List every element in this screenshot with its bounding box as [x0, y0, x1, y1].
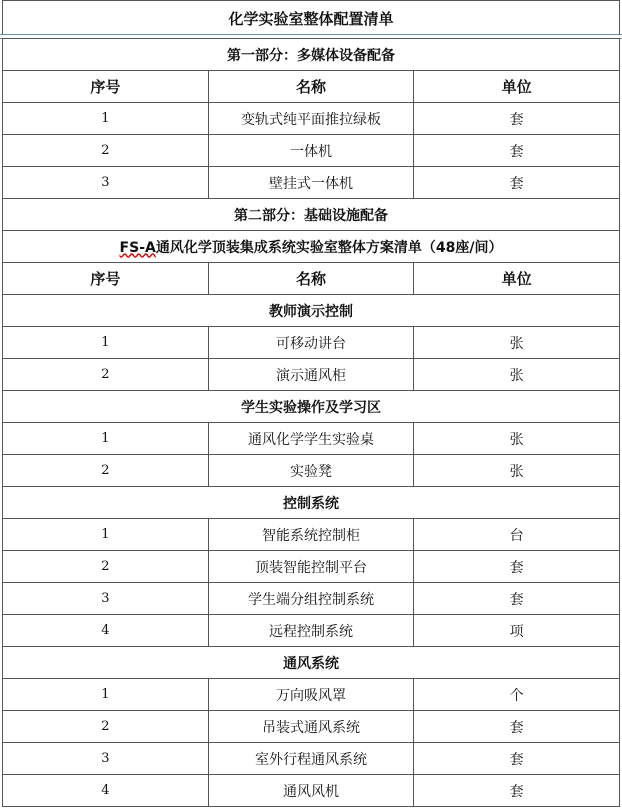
- item-number: 2: [3, 455, 209, 487]
- item-unit: 套: [414, 135, 620, 167]
- header-unit: 单位: [414, 263, 620, 295]
- item-name: 顶装智能控制平台: [208, 551, 414, 583]
- table-row: [3, 775, 620, 807]
- item-number: 1: [3, 103, 209, 135]
- item-name: 变轨式纯平面推拉绿板: [208, 103, 414, 135]
- plan-prefix: FS-A: [119, 239, 156, 256]
- group-heading-label: 教师演示控制: [3, 295, 620, 327]
- column-header-row: [3, 71, 620, 103]
- item-unit: 套: [414, 103, 620, 135]
- table-row: [3, 135, 620, 167]
- item-name: 学生端分组控制系统: [208, 583, 414, 615]
- item-number: 2: [3, 711, 209, 743]
- item-name: 吊装式通风系统: [208, 711, 414, 743]
- column-header-row: [3, 263, 620, 295]
- item-unit: 套: [414, 711, 620, 743]
- item-number: 2: [3, 551, 209, 583]
- group-heading-label: 学生实验操作及学习区: [3, 391, 620, 423]
- table-row: [3, 583, 620, 615]
- group-heading: [3, 487, 620, 519]
- item-name: 可移动讲台: [208, 327, 414, 359]
- document-title: 化学实验室整体配置清单: [2, 0, 620, 35]
- item-unit: 台: [414, 519, 620, 551]
- header-no: 序号: [3, 71, 209, 103]
- header-name: 名称: [208, 71, 414, 103]
- item-unit: 套: [414, 743, 620, 775]
- group-heading: [3, 295, 620, 327]
- item-number: 3: [3, 743, 209, 775]
- item-number: 3: [3, 583, 209, 615]
- item-unit: 套: [414, 551, 620, 583]
- table-row: [3, 103, 620, 135]
- item-unit: 张: [414, 359, 620, 391]
- item-unit: 项: [414, 615, 620, 647]
- item-number: 4: [3, 615, 209, 647]
- part2-heading-label: 第二部分：基础设施配备: [3, 199, 620, 231]
- item-number: 1: [3, 423, 209, 455]
- item-name: 壁挂式一体机: [208, 167, 414, 199]
- config-table: [2, 38, 620, 807]
- header-no: 序号: [3, 263, 209, 295]
- table-row: [3, 711, 620, 743]
- item-name: 通风风机: [208, 775, 414, 807]
- item-unit: 套: [414, 167, 620, 199]
- item-unit: 套: [414, 775, 620, 807]
- item-number: 1: [3, 519, 209, 551]
- table-row: [3, 615, 620, 647]
- group-heading-label: 控制系统: [3, 487, 620, 519]
- header-name: 名称: [208, 263, 414, 295]
- item-number: 1: [3, 327, 209, 359]
- plan-title: [3, 231, 620, 263]
- item-name: 通风化学学生实验桌: [208, 423, 414, 455]
- group-heading-label: 通风系统: [3, 647, 620, 679]
- item-name: 演示通风柜: [208, 359, 414, 391]
- table-row: [3, 679, 620, 711]
- part1-heading-label: 第一部分：多媒体设备配备: [3, 39, 620, 71]
- part2-heading: [3, 199, 620, 231]
- plan-title-row: [3, 231, 620, 263]
- group-heading: [3, 391, 620, 423]
- table-row: [3, 455, 620, 487]
- table-row: [3, 327, 620, 359]
- table-row: [3, 359, 620, 391]
- table-row: [3, 423, 620, 455]
- table-row: [3, 551, 620, 583]
- item-name: 室外行程通风系统: [208, 743, 414, 775]
- item-number: 3: [3, 167, 209, 199]
- item-unit: 张: [414, 455, 620, 487]
- item-unit: 张: [414, 327, 620, 359]
- item-name: 实验凳: [208, 455, 414, 487]
- item-name: 一体机: [208, 135, 414, 167]
- part1-heading: [3, 39, 620, 71]
- table-row: [3, 519, 620, 551]
- item-name: 远程控制系统: [208, 615, 414, 647]
- item-number: 2: [3, 359, 209, 391]
- group-heading: [3, 647, 620, 679]
- item-unit: 张: [414, 423, 620, 455]
- item-unit: 套: [414, 583, 620, 615]
- item-name: 智能系统控制柜: [208, 519, 414, 551]
- item-number: 4: [3, 775, 209, 807]
- table-row: [3, 743, 620, 775]
- item-number: 1: [3, 679, 209, 711]
- item-unit: 个: [414, 679, 620, 711]
- plan-title-text: 通风化学顶装集成系统实验室整体方案清单（48座/间）: [155, 239, 503, 256]
- item-name: 万向吸风罩: [208, 679, 414, 711]
- table-row: [3, 167, 620, 199]
- header-unit: 单位: [414, 71, 620, 103]
- item-number: 2: [3, 135, 209, 167]
